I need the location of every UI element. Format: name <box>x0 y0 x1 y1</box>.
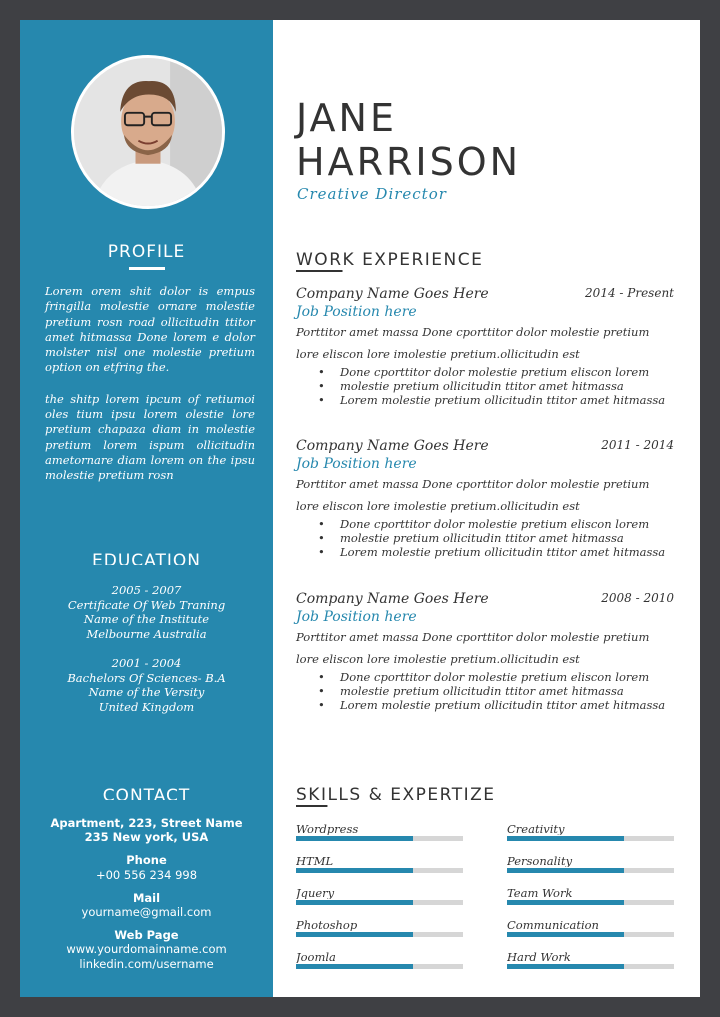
skill-bar-fill <box>296 964 413 969</box>
job-position: Job Position here <box>296 304 417 320</box>
skill-name: Joomla <box>296 950 336 963</box>
skill-bar-track <box>296 900 463 905</box>
linkedin-link[interactable]: linkedin.com/username <box>79 956 214 971</box>
list-item: • Done cporttitor dolor molestie pretium eliscon lorem <box>340 517 686 531</box>
job-dates: 2008 - 2010 <box>601 591 674 605</box>
skill-bar-track <box>296 836 463 841</box>
job-description: Porttitor amet massa Done cporttitor dolor molestie pretium lore eliscon lore imolestie pretium.ollicitudin est <box>296 477 650 513</box>
company-name: Company Name Goes Here <box>296 438 489 454</box>
job-bullets <box>340 517 686 559</box>
job-entry-2 <box>296 438 686 559</box>
skill-bar-track <box>507 964 674 969</box>
phone: Phone +00 556 234 998 <box>20 853 273 881</box>
skill-creativity <box>507 822 674 841</box>
skill-name: Jquery <box>296 886 335 899</box>
address: Apartment, 223, Street Name 235 New york, USA <box>50 816 243 845</box>
profile-heading-underline <box>129 267 165 270</box>
list-item: • Lorem molestie pretium ollicitudin ttitor amet hitmassa <box>340 698 686 712</box>
education-degree: Certificate Of Web Traning <box>67 597 226 612</box>
skill-bar-fill <box>507 900 624 905</box>
profile-heading: PROFILE <box>20 242 273 270</box>
skill-communication <box>507 918 674 937</box>
skill-name: Wordpress <box>296 822 359 835</box>
resume-page <box>20 20 700 997</box>
job-position: Job Position here <box>296 456 417 472</box>
skill-hard-work <box>507 950 674 969</box>
list-item: • molestie pretium ollicitudin ttitor amet hitmassa <box>340 379 686 393</box>
profile-photo <box>71 55 225 209</box>
skill-bar-fill <box>296 868 413 873</box>
sidebar <box>20 20 273 997</box>
job-entry-3 <box>296 591 686 712</box>
job-dates: 2014 - Present <box>585 286 674 300</box>
list-item: • Done cporttitor dolor molestie pretium eliscon lorem <box>340 670 686 684</box>
skill-bar-fill <box>507 868 624 873</box>
skill-joomla <box>296 950 463 969</box>
education-heading: EDUCATION <box>92 551 201 565</box>
company-name: Company Name Goes Here <box>296 591 489 607</box>
education-years: 2005 - 2007 <box>111 583 182 597</box>
job-position: Job Position here <box>296 609 417 625</box>
education-item-1 <box>20 583 273 641</box>
web-page: Web Page www.yourdomainname.com linkedin.com/username <box>20 928 273 971</box>
portrait-image <box>74 58 222 206</box>
skill-name: Photoshop <box>296 918 358 931</box>
contact-info <box>20 816 273 980</box>
job-bullets <box>340 670 686 712</box>
list-item: • Lorem molestie pretium ollicitudin ttitor amet hitmassa <box>340 393 686 407</box>
skill-name: Creativity <box>507 822 565 835</box>
skill-bar-track <box>507 868 674 873</box>
job-bullets <box>340 365 686 407</box>
contact-heading: CONTACT <box>102 786 191 800</box>
skill-bar-track <box>507 836 674 841</box>
skill-name: Hard Work <box>507 950 571 963</box>
job-description: Porttitor amet massa Done cporttitor dolor molestie pretium lore eliscon lore imolestie pretium.ollicitudin est <box>296 630 650 666</box>
skill-name: Team Work <box>507 886 573 899</box>
skill-personality <box>507 854 674 873</box>
skill-bar-track <box>296 868 463 873</box>
skill-bar-fill <box>507 964 624 969</box>
education-institution: Name of the Institute <box>83 612 210 627</box>
education-degree: Bachelors Of Sciences- B.A <box>67 670 226 685</box>
list-item: • molestie pretium ollicitudin ttitor amet hitmassa <box>340 684 686 698</box>
skill-bar-track <box>507 900 674 905</box>
skill-bar-fill <box>296 932 413 937</box>
skill-team-work <box>507 886 674 905</box>
education-location: Melbourne Australia <box>86 626 207 641</box>
mail: Mail yourname@gmail.com <box>20 891 273 919</box>
skill-jquery <box>296 886 463 905</box>
skill-photoshop <box>296 918 463 937</box>
list-item: • Lorem molestie pretium ollicitudin ttitor amet hitmassa <box>340 545 686 559</box>
job-entry-1 <box>296 286 686 407</box>
education-years: 2001 - 2004 <box>111 656 182 670</box>
skill-html <box>296 854 463 873</box>
skill-name: Personality <box>507 854 573 867</box>
list-item: • Done cporttitor dolor molestie pretium eliscon lorem <box>340 365 686 379</box>
education-institution: Name of the Versity <box>88 685 205 700</box>
phone-number: +00 556 234 998 <box>95 867 198 882</box>
work-experience-heading: WORK EXPERIENCE <box>296 250 484 270</box>
profile-text <box>45 284 255 484</box>
skill-bar-fill <box>296 900 413 905</box>
profile-paragraph-2: the shitp lorem ipcum of retiumoi oles tium ipsu lorem olestie lore pretium chapaza diam in molestie pretium lorem ispum ollicitudin ametornare diam lorem on the ipsu molestie pretium rosn <box>45 391 255 483</box>
name-heading: JANE HARRISON <box>296 96 522 184</box>
job-description: Porttitor amet massa Done cporttitor dolor molestie pretium lore eliscon lore imolestie pretium.ollicitudin est <box>296 325 650 361</box>
skill-bar-fill <box>296 836 413 841</box>
education-item-2 <box>20 656 273 714</box>
skill-bar-track <box>296 964 463 969</box>
profile-paragraph-1: Lorem orem shit dolor is empus fringilla molestie ornare molestie pretium rosn road ollicitudin ttitor amet hitmassa Done lorem e dolor molster nisl one molestie pretium option on etfring the. <box>45 284 255 375</box>
education-location: United Kingdom <box>98 699 195 714</box>
company-name: Company Name Goes Here <box>296 286 489 302</box>
skill-bar-track <box>507 932 674 937</box>
job-title: Creative Director <box>297 185 447 203</box>
skill-bar-fill <box>507 836 624 841</box>
list-item: • molestie pretium ollicitudin ttitor amet hitmassa <box>340 531 686 545</box>
skill-bar-fill <box>507 932 624 937</box>
skill-wordpress <box>296 822 463 841</box>
skill-name: HTML <box>296 854 334 867</box>
email-address[interactable]: yourname@gmail.com <box>81 905 212 920</box>
skill-name: Communication <box>507 918 599 931</box>
website-link[interactable]: www.yourdomainname.com <box>66 942 227 957</box>
job-dates: 2011 - 2014 <box>601 438 674 452</box>
skills-heading: SKILLS & EXPERTIZE <box>296 785 496 805</box>
skill-bar-track <box>296 932 463 937</box>
